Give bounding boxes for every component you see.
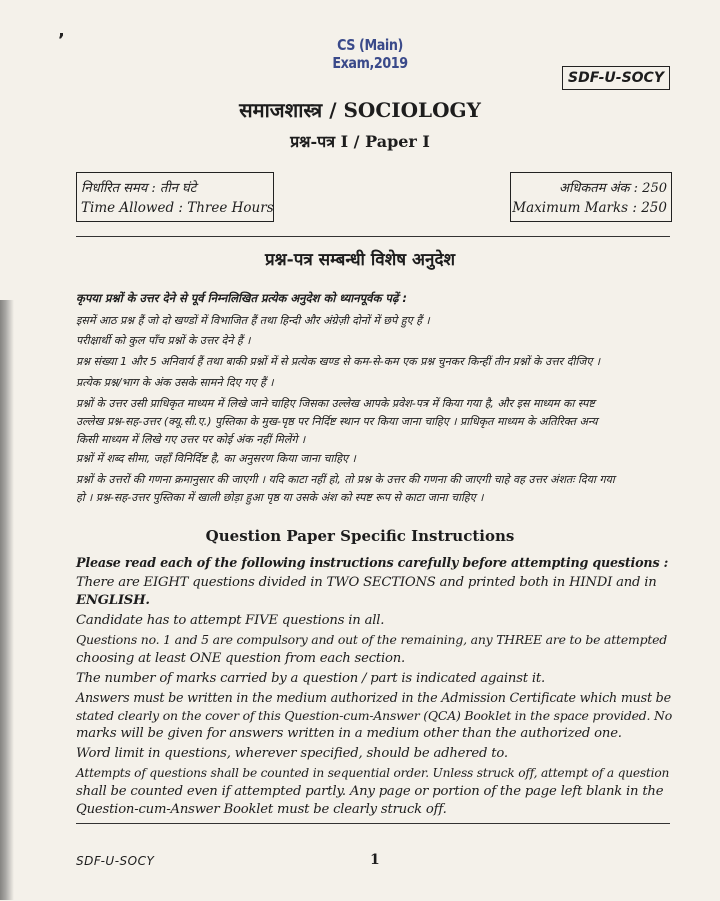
english-instructions-heading: Question Paper Specific Instructions bbox=[205, 527, 515, 545]
hindi-instruction-line: प्रश्नों में शब्द सीमा, जहाँ विनिर्दिष्ट है, का अनुसरण किया जाना चाहिए । bbox=[76, 452, 356, 465]
hindi-instruction-line: प्रश्न संख्या 1 और 5 अनिवार्य हैं तथा बाकी प्रश्नों में से प्रत्येक खण्ड से कम-से-कम एक प्रश्न चुनकर किन्हीं तीन प्रश्नों के उत्तर दीजिए । bbox=[76, 355, 601, 368]
divider-bottom bbox=[76, 823, 670, 824]
hindi-instructions-heading: प्रश्न-पत्र सम्बन्धी विशेष अनुदेश bbox=[264, 250, 456, 270]
english-instruction-line: Candidate has to attempt FIVE questions in all. bbox=[76, 613, 385, 628]
divider-top bbox=[76, 236, 670, 237]
english-instruction-line: Please read each of the following instructions carefully before attempting questions : bbox=[76, 555, 669, 570]
hindi-instruction-line: हो । प्रश्न-सह-उत्तर पुस्तिका में खाली छोड़ा हुआ पृष्ठ या उसके अंश को स्पष्ट रूप से काटा जाना चाहिए । bbox=[76, 491, 484, 504]
paper-code-box: SDF-U-SOCY bbox=[562, 66, 670, 90]
hindi-instruction-line: परीक्षार्थी को कुल पाँच प्रश्नों के उत्तर देने हैं । bbox=[76, 334, 251, 347]
time-allowed-box bbox=[76, 172, 274, 222]
page-number: 1 bbox=[370, 852, 380, 868]
hindi-instruction-line: प्रश्नों के उत्तर उसी प्राधिकृत माध्यम में लिखे जाने चाहिए जिसका उल्लेख आपके प्रवेश-पत्र में किया गया है, और इस माध्यम का स्पष्ट bbox=[76, 397, 595, 410]
english-instruction-line: Questions no. 1 and 5 are compulsory and out of the remaining, any THREE are to be attempted bbox=[76, 632, 668, 647]
maximum-marks-english: Maximum Marks : 250 bbox=[512, 200, 667, 216]
hindi-instruction-line: उल्लेख प्रश्न-सह-उत्तर (क्यू.सी.ए.) पुस्तिका के मुख-पृष्ठ पर निर्दिष्ट स्थान पर किया जाना चाहिए । प्राधिकृत माध्यम के अतिरिक्त अन्य bbox=[76, 415, 598, 428]
english-instruction-line: Attempts of questions shall be counted in sequential order. Unless struck off, attempt of a question bbox=[76, 766, 670, 780]
hindi-instruction-line: प्रत्येक प्रश्न/भाग के अंक उसके सामने दिए गए हैं । bbox=[76, 376, 274, 389]
paper-subtitle: प्रश्न-पत्र I / Paper I bbox=[290, 132, 430, 151]
hindi-instruction-line: किसी माध्यम में लिखे गए उत्तर पर कोई अंक नहीं मिलेंगे । bbox=[76, 433, 306, 446]
time-allowed-english: Time Allowed : Three Hours bbox=[81, 200, 274, 216]
english-instruction-line: stated clearly on the cover of this Question-cum-Answer (QCA) Booklet in the space provided. No bbox=[76, 708, 673, 723]
exam-stamp: CS (Main) Exam,2019 bbox=[332, 36, 408, 72]
english-instruction-line: ENGLISH. bbox=[76, 593, 150, 608]
hindi-instruction-line: कृपया प्रश्नों के उत्तर देने से पूर्व निम्नलिखित प्रत्येक अनुदेश को ध्यानपूर्वक पढ़ें : bbox=[76, 291, 408, 305]
footer-paper-code: SDF-U-SOCY bbox=[76, 854, 155, 868]
time-allowed-hindi: निर्धारित समय : तीन घंटे bbox=[81, 181, 197, 196]
corner-mark: ’ bbox=[58, 30, 65, 51]
maximum-marks-hindi: अधिकतम अंक : 250 bbox=[559, 181, 667, 196]
english-instruction-line: There are EIGHT questions divided in TWO SECTIONS and printed both in HINDI and in bbox=[76, 575, 657, 590]
english-instruction-line: The number of marks carried by a question / part is indicated against it. bbox=[76, 671, 545, 686]
hindi-instruction-line: प्रश्नों के उत्तरों की गणना क्रमानुसार की जाएगी । यदि काटा नहीं हो, तो प्रश्न के उत्तर की गणना की जाएगी चाहे वह उत्तर अंशतः दिया गया bbox=[76, 473, 615, 486]
scan-edge-shadow bbox=[0, 300, 14, 900]
english-instruction-line: Word limit in questions, wherever specified, should be adhered to. bbox=[76, 746, 508, 761]
english-instruction-line: shall be counted even if attempted partly. Any page or portion of the page left blank in the bbox=[76, 784, 664, 799]
english-instruction-line: choosing at least ONE question from each section. bbox=[76, 651, 406, 666]
hindi-instruction-line: इसमें आठ प्रश्न हैं जो दो खण्डों में विभाजित हैं तथा हिन्दी और अंग्रेज़ी दोनों में छपे हुए हैं । bbox=[76, 314, 430, 327]
english-instruction-line: marks will be given for answers written in a medium other than the authorized one. bbox=[76, 726, 622, 741]
english-instruction-line: Question-cum-Answer Booklet must be clearly struck off. bbox=[76, 802, 447, 817]
maximum-marks-box bbox=[510, 172, 672, 222]
page-title: समाजशास्त्र / SOCIOLOGY bbox=[239, 98, 481, 122]
english-instruction-line: Answers must be written in the medium authorized in the Admission Certificate which must be bbox=[76, 690, 671, 705]
